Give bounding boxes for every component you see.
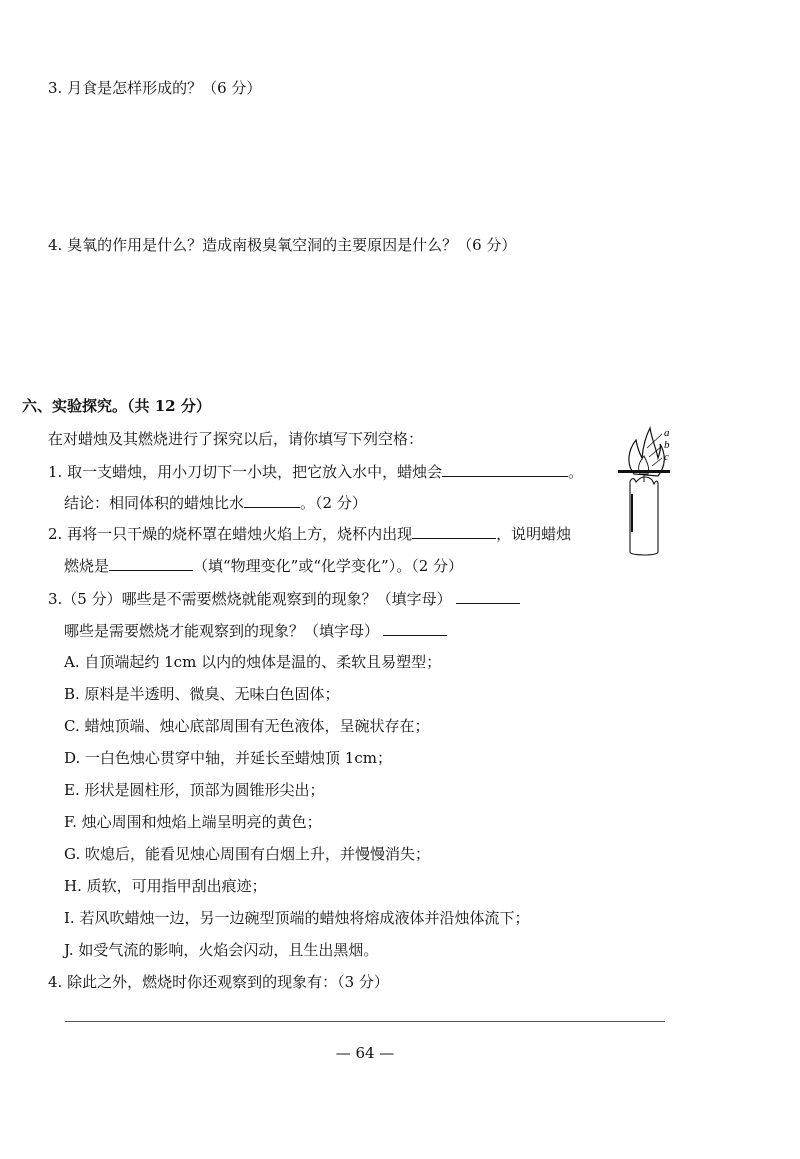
answer-blank-4[interactable] <box>109 556 193 571</box>
section-intro: 在对蜡烛及其燃烧进行了探究以后，请你填写下列空格： <box>48 430 424 448</box>
item-3b-text: 哪些是需要燃烧才能观察到的现象？（填字母） <box>64 622 380 640</box>
item-2-end: ，说明蜡烛 <box>496 525 572 543</box>
option-e: E. 形状是圆柱形，顶部为圆锥形尖出； <box>64 781 325 799</box>
item-3-text: 3.（5 分）哪些是不需要燃烧就能观察到的现象？（填字母） <box>48 590 452 608</box>
footer-divider <box>65 1021 665 1022</box>
option-c: C. 蜡烛顶端、烛心底部周围有无色液体，呈碗状存在； <box>64 717 430 735</box>
item-1 <box>48 462 583 482</box>
option-i: I. 若风吹蜡烛一边，另一边碗型顶端的蜡烛将熔成液体并沿烛体流下； <box>64 909 530 927</box>
item-3-continued <box>64 621 447 641</box>
item-4: 4. 除此之外，燃烧时你还观察到的现象有：（3 分） <box>48 973 389 991</box>
item-2-continued <box>64 556 463 576</box>
item-2 <box>48 524 571 544</box>
option-j: J. 如受气流的影响，火焰会闪动，且生出黑烟。 <box>64 941 379 959</box>
option-a: A. 自顶端起约 1cm 以内的烛体是温的、柔软且易塑型； <box>64 653 442 671</box>
item-2b-text: 燃烧是 <box>64 557 110 575</box>
item-1-end: 。 <box>568 463 584 481</box>
option-d: D. 一白色烛心贯穿中轴，并延长至蜡烛顶 1cm； <box>64 749 392 767</box>
flame-outline <box>629 428 664 476</box>
flame-label-b: b <box>664 439 670 451</box>
item-2b-end: （填“物理变化”或“化学变化”）。（2 分） <box>193 557 464 575</box>
answer-blank-2[interactable] <box>244 493 300 508</box>
option-f: F. 烛心周围和烛焰上端呈明亮的黄色； <box>64 813 322 831</box>
option-g: G. 吹熄后，能看见烛心周围有白烟上升，并慢慢消失； <box>64 845 430 863</box>
answer-blank-5[interactable] <box>456 589 520 604</box>
conclusion <box>64 493 367 513</box>
section-title: 六、实验探究。（共 12 分） <box>22 397 211 415</box>
conclusion-end: 。（2 分） <box>300 494 367 512</box>
candle-body <box>630 477 658 555</box>
option-b: B. 原料是半透明、微臭、无味白色固体； <box>64 685 340 703</box>
answer-blank-3[interactable] <box>412 524 496 539</box>
question-4: 4. 臭氧的作用是什么？造成南极臭氧空洞的主要原因是什么？（6 分） <box>48 236 517 254</box>
candle-flame-figure <box>612 424 676 558</box>
item-2-text: 2. 再将一只干燥的烧杯罩在蜡烛火焰上方，烧杯内出现 <box>48 525 413 543</box>
option-h: H. 质软，可用指甲刮出痕迹； <box>64 877 267 895</box>
question-3: 3. 月食是怎样形成的？（6 分） <box>48 79 262 97</box>
item-1-text: 1. 取一支蜡烛，用小刀切下一小块，把它放入水中，蜡烛会 <box>48 463 443 481</box>
answer-blank-1[interactable] <box>442 462 568 477</box>
page-number: — 64 — <box>335 1044 395 1062</box>
answer-blank-6[interactable] <box>383 621 447 636</box>
matchstick <box>618 470 670 473</box>
flame-label-a: a <box>664 427 670 439</box>
label-c-leader <box>652 458 662 466</box>
item-3 <box>48 589 520 609</box>
conclusion-text: 结论：相同体积的蜡烛比水 <box>64 494 245 512</box>
flame-label-c: c <box>664 451 669 463</box>
